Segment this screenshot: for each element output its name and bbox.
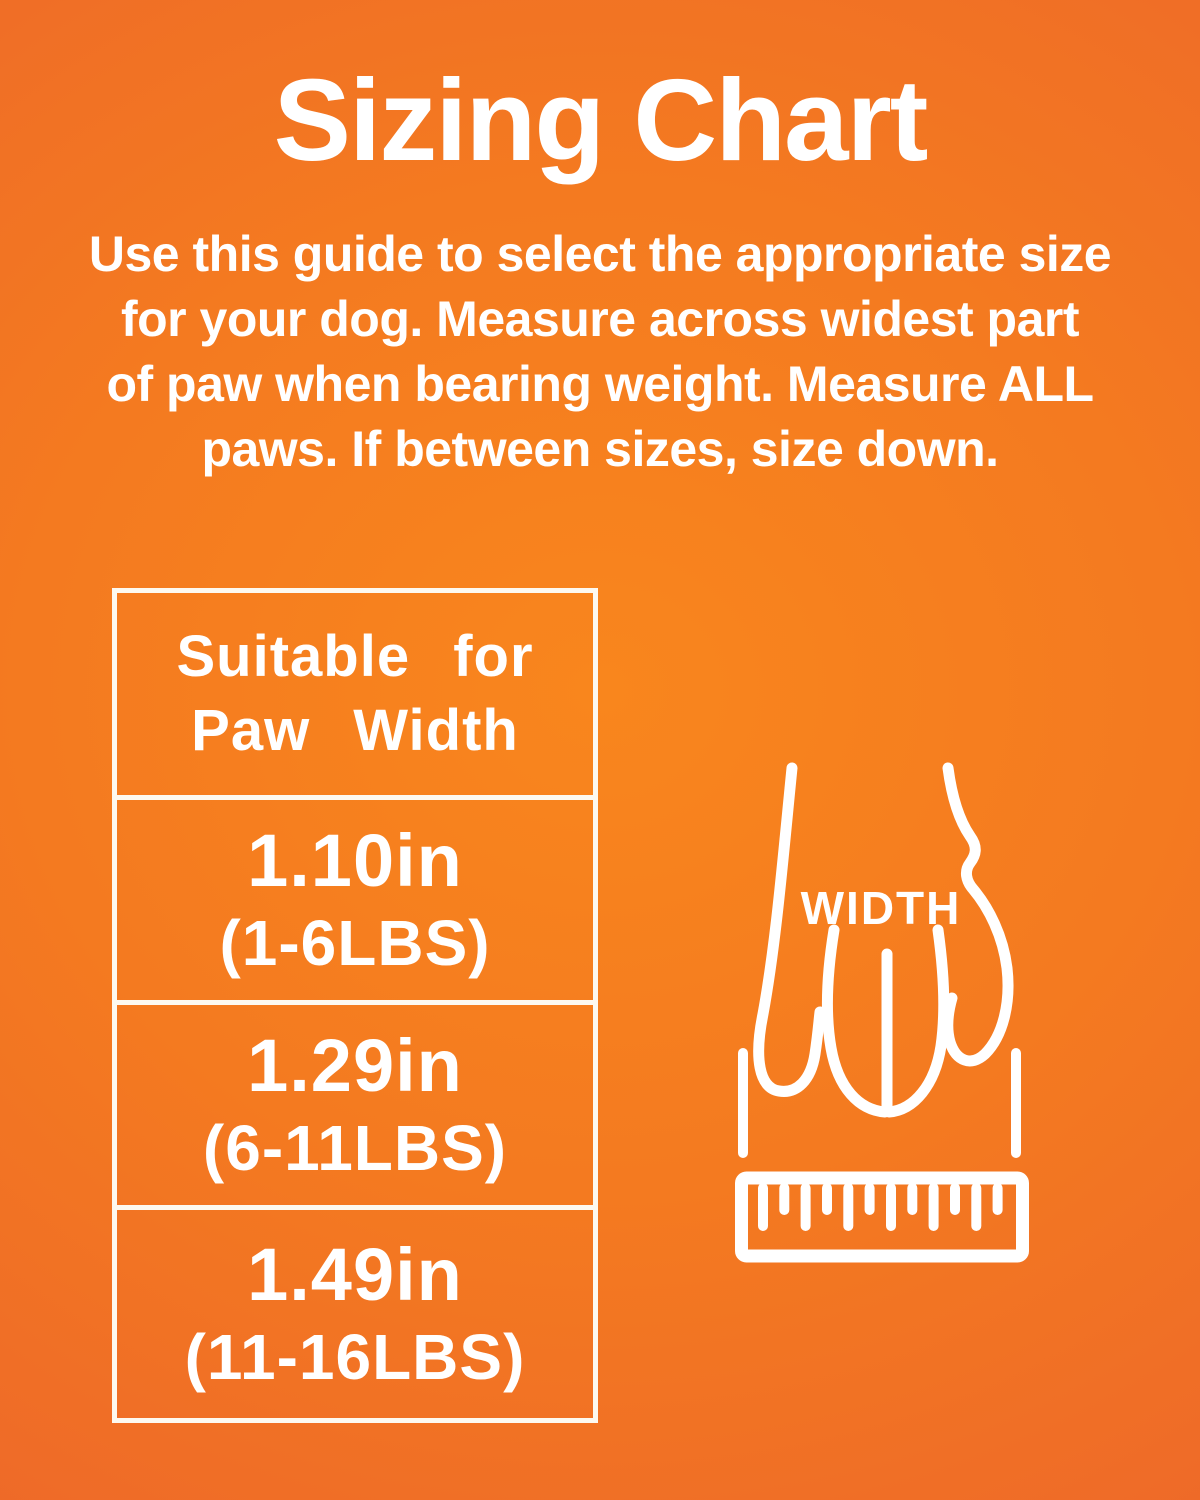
dog-paw-icon — [742, 768, 1023, 1256]
page-title: Sizing Chart — [273, 55, 927, 185]
weight-range: (11-16LBS) — [184, 1321, 526, 1393]
ruler-icon — [742, 1178, 1023, 1256]
table-row — [117, 795, 593, 1000]
intro-text — [0, 222, 1200, 482]
width-guide-lines — [743, 1053, 1016, 1153]
table-header-line2: Paw Width — [191, 698, 519, 763]
width-label: WIDTH — [800, 882, 962, 934]
paw-width-value: 1.10in — [247, 819, 463, 902]
intro-line: of paw when bearing weight. Measure ALL — [106, 356, 1094, 412]
intro-line: paws. If between sizes, size down. — [201, 421, 999, 477]
table-row — [117, 1000, 593, 1205]
intro-line: Use this guide to select the appropriate size — [88, 226, 1112, 282]
paw-width-value: 1.49in — [247, 1233, 463, 1316]
table-row — [117, 1205, 593, 1418]
table-header-line1: Suitable for — [176, 624, 534, 689]
weight-range: (6-11LBS) — [202, 1112, 508, 1184]
table-header-paw-width — [117, 593, 593, 795]
paw-toe-line-left — [827, 930, 885, 1112]
paw-width-value: 1.29in — [247, 1024, 463, 1107]
paw-toe-line-right — [889, 930, 944, 1112]
paw-width-illustration — [735, 758, 1035, 1268]
weight-range: (1-6LBS) — [219, 907, 491, 979]
intro-line: for your dog. Measure across widest part — [120, 291, 1080, 347]
sizing-table — [112, 588, 598, 1423]
